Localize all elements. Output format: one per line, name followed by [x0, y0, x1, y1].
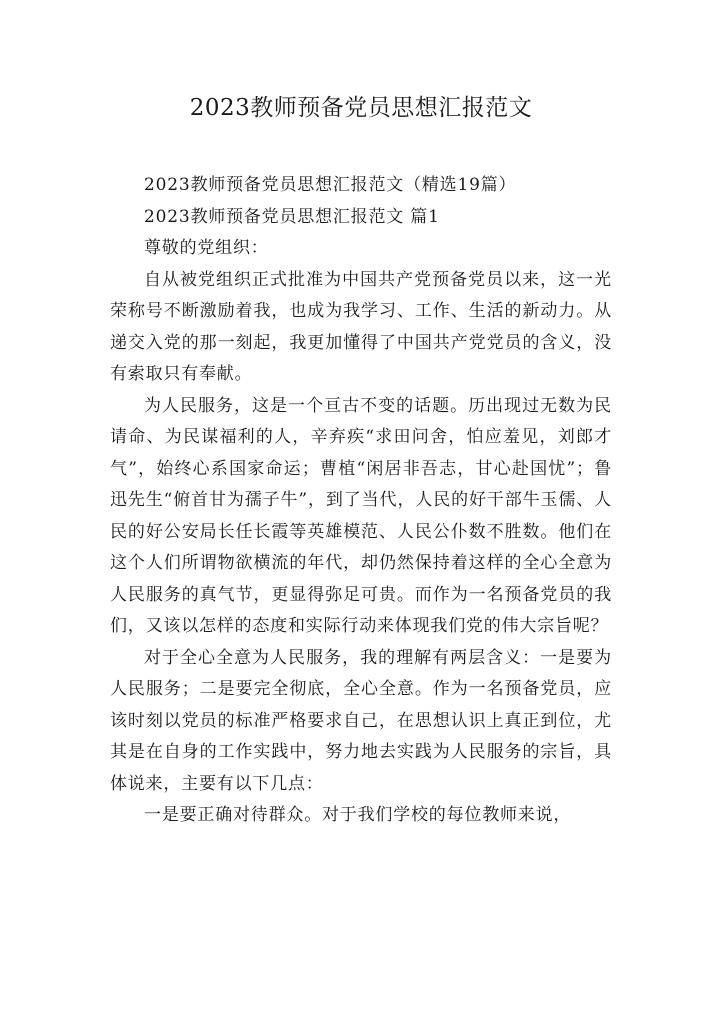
body-paragraph: 一是要正确对待群众。对于我们学校的每位教师来说，: [144, 805, 572, 825]
document-title: 2023教师预备党员思想汇报范文: [189, 95, 533, 121]
subtitle-line: 2023教师预备党员思想汇报范文（精选19篇）: [144, 175, 517, 195]
salutation: 尊敬的党组织：: [144, 238, 269, 258]
body-paragraph: 为人民服务，这是一个亘古不变的话题。历出现过无数为民请命、为民谋福利的人，辛弃疾“求田问舍，怕应羞见，刘郎才气”，始终心系国家命运；曹植“闲居非吾志，甘心赴国忧”；鲁迅先生“俯首甘为孺子牛”，到了当代，人民的好干部牛玉儒、人民的好公安局长任长霞等英雄模范、人民公仆数不胜数。他们在这个人们所谓物欲横流的年代，却仍然保持着这样的全心全意为人民服务的真气节，更显得弥足可贵。而作为一名预备党员的我们，又该以怎样的态度和实际行动来体现我们党的伟大宗旨呢？: [110, 395, 612, 636]
document-body: [110, 170, 612, 832]
body-paragraph: 对于全心全意为人民服务，我的理解有两层含义：一是要为人民服务；二是要完全彻底，全心全意。作为一名预备党员，应该时刻以党员的标准严格要求自己，在思想认识上真正到位，尤其是在自身的工作实践中，努力地去实践为人民服务的宗旨，具体说来，主要有以下几点：: [110, 647, 612, 794]
section-heading: 2023教师预备党员思想汇报范文 篇1: [144, 206, 440, 227]
body-paragraph: 自从被党组织正式批准为中国共产党预备党员以来，这一光荣称号不断激励着我，也成为我学习、工作、生活的新动力。从递交入党的那一刻起，我更加懂得了中国共产党党员的含义，没有索取只有奉献。: [110, 269, 612, 384]
